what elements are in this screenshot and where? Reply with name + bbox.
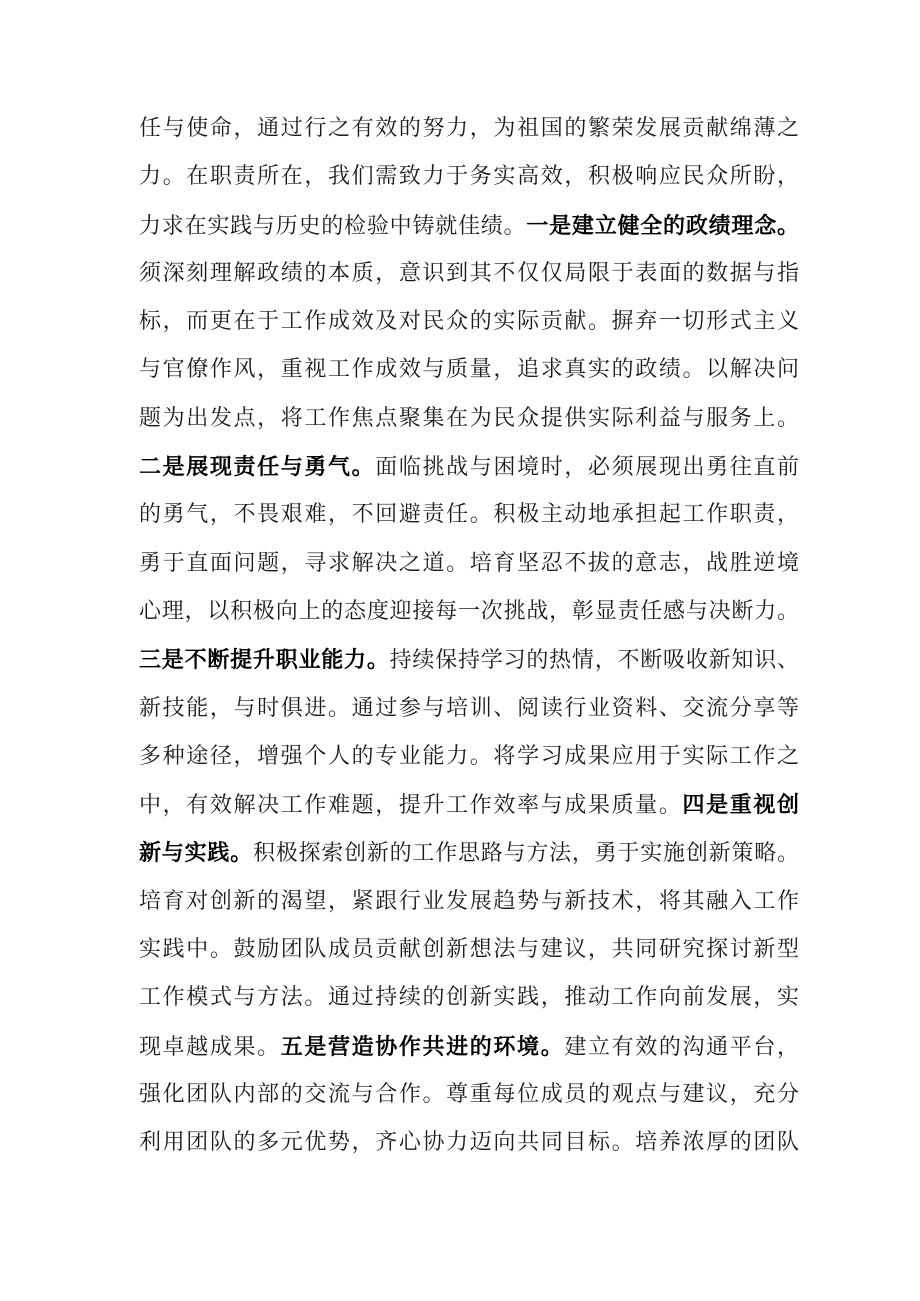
body-text-run: 工作模式与方法。通过持续的创新实践，推动工作向前发展，实 bbox=[139, 985, 799, 1011]
text-line bbox=[139, 298, 799, 346]
body-text-run: 与官僚作风，重视工作成效与质量，追求真实的政绩。以解决问 bbox=[139, 357, 799, 383]
section-heading: 一是建立健全的政绩理念。 bbox=[526, 212, 799, 239]
text-line bbox=[139, 878, 799, 926]
body-text-run: 新技能，与时俱进。通过参与培训、阅读行业资料、交流分享等 bbox=[139, 695, 799, 721]
section-heading: 五是营造协作共进的环境。 bbox=[280, 1033, 565, 1060]
text-line bbox=[139, 685, 799, 733]
body-text-run: 中，有效解决工作难题，提升工作效率与成果质量。 bbox=[139, 793, 683, 819]
section-heading: 新与实践。 bbox=[139, 840, 253, 867]
body-text-run: 积极探索创新的工作思路与方法，勇于实施创新策略。 bbox=[252, 841, 799, 867]
text-line bbox=[139, 733, 799, 781]
body-text-run: 实践中。鼓励团队成员贡献创新想法与建议，共同研究探讨新型 bbox=[139, 937, 799, 963]
text-line bbox=[139, 829, 799, 877]
body-text-run: 强化团队内部的交流与合作。尊重每位成员的观点与建议，充分 bbox=[139, 1081, 799, 1107]
section-heading: 四是重视创 bbox=[682, 792, 799, 819]
text-line bbox=[139, 105, 799, 153]
text-line bbox=[139, 153, 799, 201]
body-text-run: 勇于直面问题，寻求解决之道。培育坚忍不拔的意志，战胜逆境 bbox=[139, 550, 799, 576]
body-text bbox=[139, 105, 799, 1168]
text-line bbox=[139, 1023, 799, 1071]
section-heading: 三是不断提升职业能力。 bbox=[139, 647, 390, 674]
body-text-run: 力求在实践与历史的检验中铸就佳绩。 bbox=[139, 213, 527, 239]
body-text-run: 现卓越成果。 bbox=[139, 1034, 281, 1060]
text-line bbox=[139, 636, 799, 684]
body-text-run: 力。在职责所在，我们需致力于务实高效，积极响应民众所盼， bbox=[139, 164, 799, 190]
body-text-run: 题为出发点，将工作焦点聚集在为民众提供实际利益与服务上。 bbox=[139, 405, 799, 431]
text-line bbox=[139, 588, 799, 636]
text-line bbox=[139, 202, 799, 250]
text-line bbox=[139, 926, 799, 974]
text-line bbox=[139, 491, 799, 539]
text-line bbox=[139, 443, 799, 491]
section-heading: 二是展现责任与勇气。 bbox=[139, 454, 376, 481]
body-text-run: 须深刻理解政绩的本质，意识到其不仅仅局限于表面的数据与指 bbox=[139, 260, 799, 286]
text-line bbox=[139, 250, 799, 298]
body-text-run: 心理，以积极向上的态度迎接每一次挑战，彰显责任感与决断力。 bbox=[139, 598, 799, 624]
body-text-run: 培育对创新的渴望，紧跟行业发展趋势与新技术，将其融入工作 bbox=[139, 888, 799, 914]
text-line bbox=[139, 540, 799, 588]
text-line bbox=[139, 974, 799, 1022]
body-text-run: 标，而更在于工作成效及对民众的实际贡献。摒弃一切形式主义 bbox=[139, 309, 799, 335]
body-text-run: 建立有效的沟通平台， bbox=[564, 1034, 799, 1060]
text-line bbox=[139, 395, 799, 443]
body-text-run: 利用团队的多元优势，齐心协力迈向共同目标。培养浓厚的团队 bbox=[139, 1130, 799, 1156]
text-line bbox=[139, 1119, 799, 1167]
body-text-run: 面临挑战与困境时，必须展现出勇往直前 bbox=[375, 455, 799, 481]
text-line bbox=[139, 1071, 799, 1119]
body-text-run: 持续保持学习的热情，不断吸收新知识、 bbox=[389, 648, 799, 674]
body-text-run: 任与使命，通过行之有效的努力，为祖国的繁荣发展贡献绵薄之 bbox=[139, 116, 799, 141]
body-text-run: 多种途径，增强个人的专业能力。将学习成果应用于实际工作之 bbox=[139, 743, 799, 769]
text-line bbox=[139, 346, 799, 394]
body-text-run: 的勇气，不畏艰难，不回避责任。积极主动地承担起工作职责， bbox=[139, 502, 799, 528]
text-line bbox=[139, 781, 799, 829]
